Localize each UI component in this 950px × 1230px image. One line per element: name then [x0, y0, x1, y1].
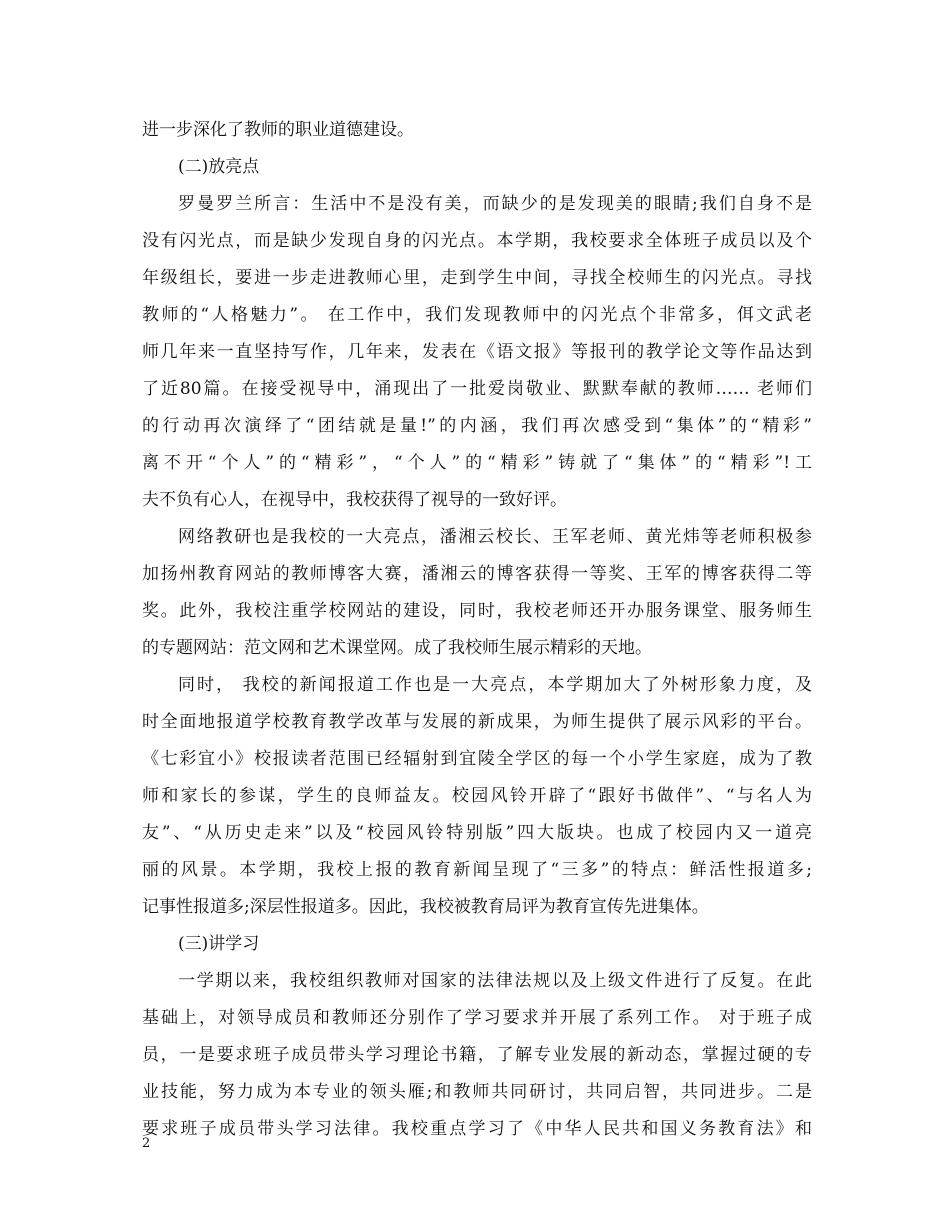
text-line: 师几年来一直坚持写作，几年来，发表在《语文报》等报刊的教学论文等作品达到	[142, 342, 812, 362]
text-line: 要求班子成员带头学习法律。我校重点学习了《中华人民共和国义务教育法》和	[142, 1119, 812, 1139]
text-line: (三)讲学习	[178, 934, 260, 954]
text-line: 的专题网站：范文网和艺术课堂网。成了我校师生展示精彩的天地。	[142, 638, 652, 658]
text-line: 没有闪光点，而是缺少发现自身的闪光点。本学期，我校要求全体班子成员以及个	[142, 231, 812, 251]
text-line: 年级组长，要进一步走进教师心里，走到学生中间，寻找全校师生的闪光点。寻找	[142, 268, 812, 288]
text-line: 师和家长的参谋，学生的良师益友。校园风铃开辟了“跟好书做伴”、“与名人为	[142, 786, 812, 806]
text-line: 离不开“个人”的“精彩”，“个人”的“精彩”铸就了“集体”的“精彩”!工	[142, 453, 812, 473]
text-line: 奖。此外，我校注重学校网站的建设，同时，我校老师还开办服务课堂、服务师生	[142, 601, 812, 621]
text-line: 同时， 我校的新闻报道工作也是一大亮点，本学期加大了外树形象力度，及	[178, 675, 812, 695]
body-text	[142, 112, 812, 1148]
text-line: 教师的“人格魅力”。 在工作中，我们发现教师中的闪光点个非常多，佴文武老	[142, 305, 812, 325]
text-line: 加扬州教育网站的教师博客大赛，潘湘云的博客获得一等奖、王军的博客获得二等	[142, 564, 812, 584]
text-line: 进一步深化了教师的职业道德建设。	[142, 120, 414, 140]
text-line: 记事性报道多;深层性报道多。因此，我校被教育局评为教育宣传先进集体。	[142, 897, 709, 917]
text-line: 罗曼罗兰所言：生活中不是没有美，而缺少的是发现美的眼睛;我们自身不是	[178, 194, 812, 214]
text-line: 网络教研也是我校的一大亮点，潘湘云校长、王军老师、黄光炜等老师积极参	[178, 527, 812, 547]
page-number: 2	[142, 1136, 151, 1151]
text-line: 一学期以来，我校组织教师对国家的法律法规以及上级文件进行了反复。在此	[178, 971, 812, 991]
text-line: 《七彩宜小》校报读者范围已经辐射到宜陵全学区的每一个小学生家庭，成为了教	[142, 749, 812, 769]
text-line: 时全面地报道学校教育教学改革与发展的新成果，为师生提供了展示风彩的平台。	[142, 712, 812, 732]
text-line: 丽的风景。本学期，我校上报的教育新闻呈现了“三多”的特点：鲜活性报道多;	[142, 860, 812, 880]
text-line: 的行动再次演绎了“团结就是量!”的内涵，我们再次感受到“集体”的“精彩”	[142, 416, 812, 436]
text-line: 友”、“从历史走来”以及“校园风铃特别版”四大版块。也成了校园内又一道亮	[142, 823, 812, 843]
text-line: 员，一是要求班子成员带头学习理论书籍，了解专业发展的新动态，掌握过硬的专	[142, 1045, 812, 1065]
text-line: 基础上，对领导成员和教师还分别作了学习要求并开展了系列工作。 对于班子成	[142, 1008, 812, 1028]
text-line: 了近80篇。在接受视导中，涌现出了一批爱岗敬业、默默奉献的教师…… 老师们	[142, 379, 812, 399]
text-line: (二)放亮点	[178, 157, 260, 177]
text-line: 夫不负有心人，在视导中，我校获得了视导的一致好评。	[142, 490, 567, 510]
text-line: 业技能，努力成为本专业的领头雁;和教师共同研讨，共同启智，共同进步。二是	[142, 1082, 812, 1102]
